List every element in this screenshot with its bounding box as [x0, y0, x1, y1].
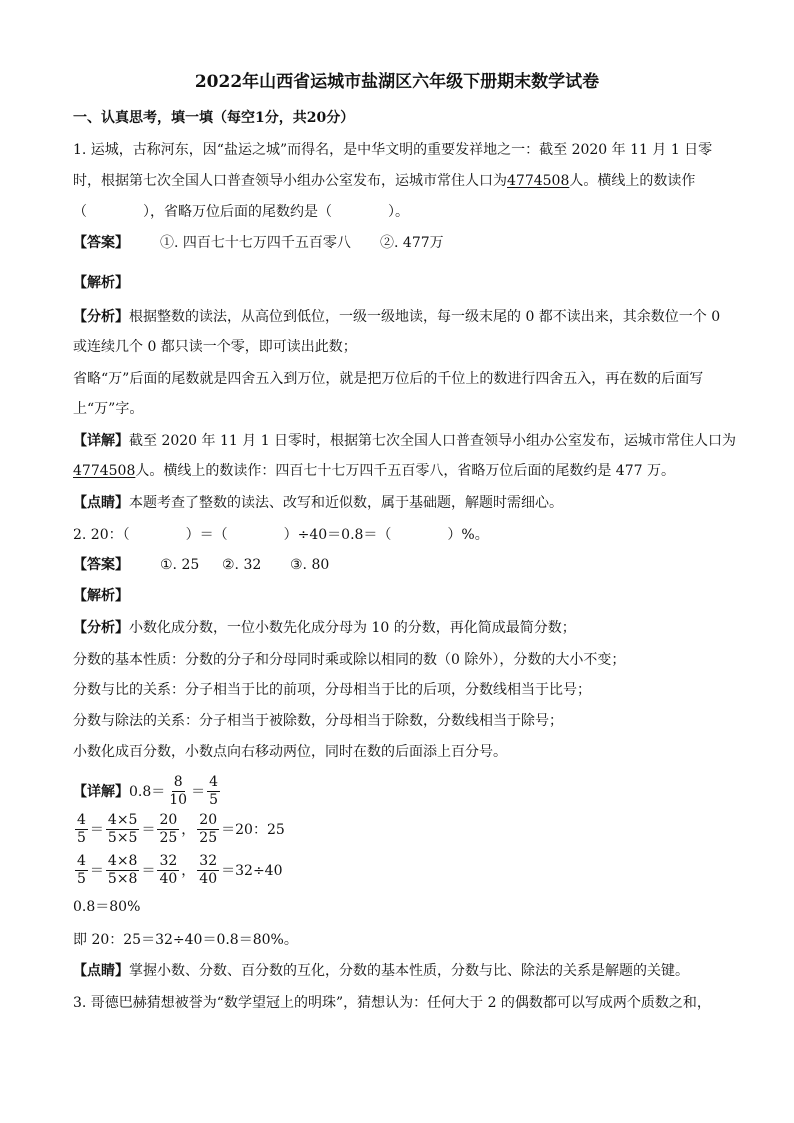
- q1-stem-text: 时，根据第七次全国人口普查领导小组办公室发布，运城市常住人口为: [73, 173, 507, 189]
- analysis-label: 【分析】: [73, 620, 129, 636]
- equals-sign: ＝: [191, 784, 206, 800]
- analysis-label: 【分析】: [73, 309, 129, 325]
- denominator: 10: [169, 791, 188, 808]
- denominator: 5×8: [107, 870, 138, 887]
- answer-text: 80: [311, 557, 330, 573]
- fraction: [197, 812, 219, 847]
- detail-text: 截至 2020 年 11 月 1 日零时，根据第七次全国人口普查领导小组办公室发布，运城市常住人口为: [129, 433, 737, 449]
- denominator: 25: [199, 829, 218, 846]
- denominator: 40: [199, 870, 218, 887]
- answer-marker: ①.: [160, 235, 179, 251]
- fraction: [207, 774, 220, 809]
- q2-detail-row-3: [73, 852, 282, 888]
- numerator: 4×8: [107, 852, 138, 869]
- fraction: [157, 812, 179, 847]
- answer-text: 477万: [402, 235, 444, 251]
- q1-jiexi-label: 【解析】: [73, 275, 129, 291]
- detail-text: 人。横线上的数读作：四百七十七万四千五百零八，省略万位后面的尾数约是 477 万。: [135, 463, 675, 479]
- q1-stem-line-2: [73, 171, 695, 191]
- denominator: 25: [159, 829, 178, 846]
- denominator: 5×5: [107, 829, 138, 846]
- numerator: 8: [173, 773, 183, 790]
- q1-stem-text: 人。横线上的数读作: [569, 173, 696, 189]
- q2-stem: 2. 20：（ ）＝（ ）÷40＝0.8＝（ ）%。: [73, 527, 489, 543]
- q1-detail-line-1: [73, 431, 736, 451]
- numerator: 20: [199, 811, 218, 828]
- q1-key-point: [73, 493, 563, 513]
- q1-analysis-line-1: [73, 307, 720, 327]
- q1-population-number: 4774508: [73, 463, 136, 479]
- expression-text: ＝20：25: [221, 822, 285, 838]
- q3-stem-line-1: 3. 哥德巴赫猜想被誉为“数学望冠上的明珠”，猜想认为：任何大于 2 的偶数都可以写成两个质数之和，: [73, 995, 711, 1011]
- answer-text: 32: [243, 557, 262, 573]
- q1-answer-line: [73, 233, 713, 253]
- answer-text: 四百七十七万四千五百零八: [182, 235, 351, 251]
- numerator: 4: [77, 811, 86, 828]
- fraction: [75, 853, 88, 888]
- q1-stem-line-1: 1. 运城，古称河东，因“盐运之城”而得名，是中华文明的重要发祥地之一：截至 2020 年 11 月 1 日零: [73, 142, 713, 158]
- q2-analysis-line-5: 小数化成百分数，小数点向右移动两位，同时在数的后面添上百分号。: [73, 744, 507, 760]
- q1-stem-line-3: （ ），省略万位后面的尾数约是（ ）。: [73, 204, 409, 220]
- q1-analysis-line-4: 上“万”字。: [73, 401, 144, 417]
- denominator: 5: [77, 870, 86, 887]
- numerator: 4: [209, 773, 219, 790]
- answer-marker: ②.: [222, 557, 240, 573]
- denominator: 5: [209, 791, 219, 808]
- denominator: 5: [77, 829, 86, 846]
- page-title: 2022年山西省运城市盐湖区六年级下册期末数学试卷: [194, 72, 600, 92]
- q2-answer-line: [73, 555, 713, 575]
- analysis-text: 根据整数的读法，从高位到低位，一级一级地读，每一级末尾的 0 都不读出来，其余数位一个 0: [129, 309, 721, 325]
- separator: ，: [181, 822, 196, 838]
- q2-key-point: [73, 961, 689, 981]
- numerator: 32: [159, 852, 178, 869]
- q2-detail-line-5: 即 20：25＝32÷40＝0.8＝80%。: [73, 932, 298, 948]
- answer-label: 【答案】: [73, 235, 129, 251]
- equals-sign: ＝: [89, 822, 104, 838]
- q1-answer-2: [380, 233, 444, 253]
- numerator: 32: [199, 852, 218, 869]
- answer-marker: ①.: [160, 557, 178, 573]
- fraction: [75, 812, 88, 847]
- q2-analysis-line-4: 分数与除法的关系：分子相当于被除数，分母相当于除数，分数线相当于除号；: [73, 713, 563, 729]
- equals-sign: ＝: [141, 863, 156, 879]
- fraction: [106, 812, 140, 847]
- answer-label: 【答案】: [73, 557, 129, 573]
- answer-marker: ③.: [290, 557, 308, 573]
- q1-analysis-line-2: 或连续几个 0 都只读一个零，即可读出此数；: [73, 339, 357, 355]
- separator: ，: [181, 863, 196, 879]
- q1-detail-line-2: [73, 461, 675, 481]
- detail-label: 【详解】: [73, 784, 129, 800]
- answer-marker: ②.: [380, 235, 399, 251]
- fraction: [167, 774, 189, 809]
- q2-answer-2: [222, 555, 261, 575]
- answer-text: 25: [181, 557, 200, 573]
- numerator: 4×5: [107, 811, 138, 828]
- fraction: [106, 853, 140, 888]
- equals-sign: ＝: [89, 863, 104, 879]
- key-point-label: 【点睛】: [73, 495, 129, 511]
- q2-jiexi-label: 【解析】: [73, 588, 129, 604]
- q2-analysis-line-1: [73, 618, 576, 638]
- expression-text: ＝32÷40: [221, 863, 283, 879]
- q2-analysis-line-3: 分数与比的关系：分子相当于比的前项，分母相当于比的后项，分数线相当于比号；: [73, 682, 591, 698]
- key-point-text: 本题考查了整数的读法、改写和近似数，属于基础题，解题时需细心。: [129, 495, 563, 511]
- denominator: 40: [159, 870, 178, 887]
- key-point-label: 【点睛】: [73, 963, 129, 979]
- numerator: 20: [159, 811, 178, 828]
- q2-detail-line-4: 0.8＝80%: [73, 899, 141, 915]
- numerator: 4: [77, 852, 86, 869]
- q1-answer-1: [160, 233, 351, 253]
- q2-answer-3: [290, 555, 329, 575]
- q1-population-number: 4774508: [507, 173, 570, 189]
- q2-detail-row-2: [73, 811, 285, 847]
- equals-sign: ＝: [141, 822, 156, 838]
- q2-analysis-line-2: 分数的基本性质：分数的分子和分母同时乘或除以相同的数（0 除外），分数的大小不变；: [73, 652, 626, 668]
- fraction: [157, 853, 179, 888]
- q1-analysis-line-3: 省略“万”后面的尾数就是四舍五入到万位，就是把万位后的千位上的数进行四舍五入，再在数的后面写: [73, 371, 704, 387]
- analysis-text: 小数化成分数，一位小数先化成分母为 10 的分数，再化简成最简分数；: [129, 620, 576, 636]
- q2-answer-1: [160, 555, 199, 575]
- detail-label: 【详解】: [73, 433, 129, 449]
- q2-detail-row-1: [73, 773, 222, 809]
- key-point-text: 掌握小数、分数、百分数的互化，分数的基本性质，分数与比、除法的关系是解题的关键。: [129, 963, 689, 979]
- section-heading: 一、认真思考，填一填（每空1分，共20分）: [73, 110, 355, 126]
- expression-text: 0.8＝: [129, 784, 166, 800]
- fraction: [197, 853, 219, 888]
